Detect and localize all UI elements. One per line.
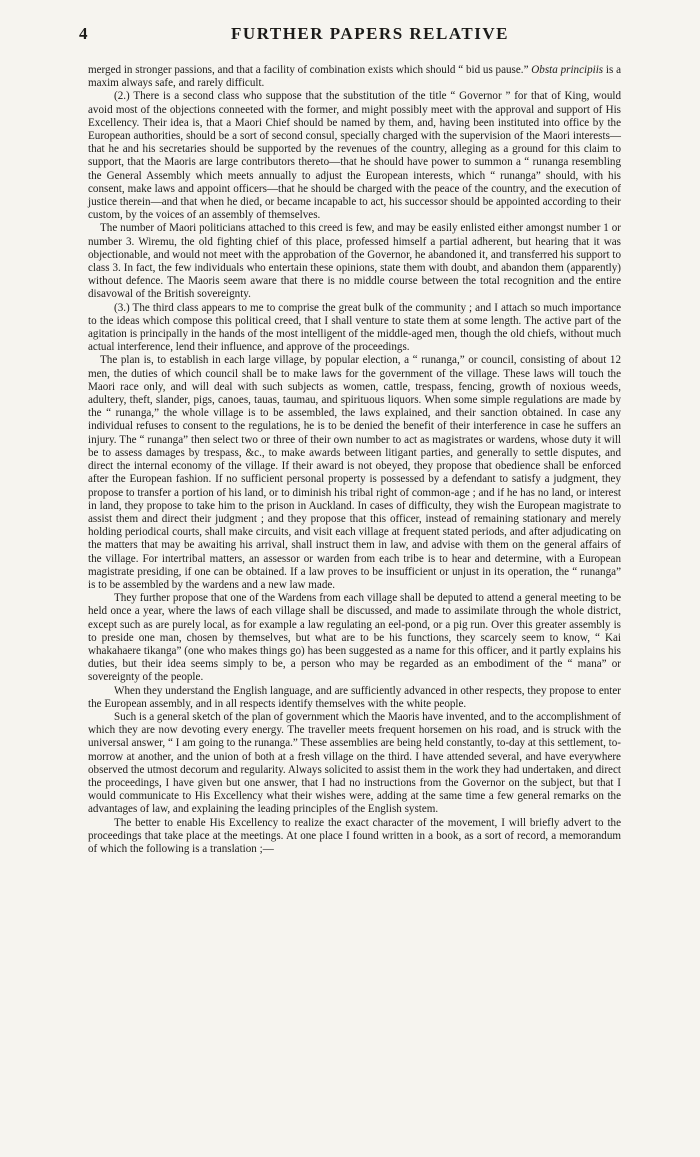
paragraph-runanga-plan: The plan is, to establish in each large village, by popular election, a “ runanga,” or council, consisting of about 12 men, the duties of which council shall be to make laws for the government of the village. These laws will touch the Maori race only, and will deal with such subjects as women, cattle, trespass, fencing, growth of noxious weeds, adultery, theft, slander, pigs, canoes, tauas, taumau, and spirituous liquors. When some simple regulations are made by the “ runanga,” the whole village is to be assembled, the laws explained, and their sanction obtained. In case any individual refuses to consent to the regulations, he is to be denied the benefit of their interference in case he suffers an injury. The “ runanga” then select two or three of their own number to act as magistrates or wardens, whose duty it will be to assess damages by trespass, &c., to make awards between litigant parties, and generally to settle disputes, and direct the internal economy of the village. If their award is not obeyed, they propose that obedience shall be enforced after the European fashion. If no sufficient personal property is possessed by a defendant to satisfy a judgment, they propose to transfer a portion of his land, or to diminish his tribal right of common-age ; and if he has no land, or interest in land, they propose to take him to the prison in Auckland. In cases of difficulty, they wish the European magistrate to assist them and direct their judgment ; and they propose that this officer, instead of remaining stationary and merely holding periodical courts, shall make circuits, and visit each village at frequent stated periods, and after adjudicating on the matters that may be awaiting his arrival, shall instruct them in law, and advise with them on the general affairs of the village. For intertribal matters, an assessor or warden from each tribe is to hear and determine, with a European magistrate presiding, if one can be obtained. If a law proves to be insufficient or unjust in its operation, the “ runanga” is to be assembled by the wardens and a new law made. xyxy=(88,354,621,591)
running-title: FURTHER PAPERS RELATIVE xyxy=(231,24,509,43)
paragraph-english-language: When they understand the English language, and are sufficiently advanced in other respects, they propose to enter the European assembly, and in all respects identify themselves with the white people. xyxy=(88,684,621,710)
paragraph-class-2-adherents: The number of Maori politicians attached to this creed is few, and may be easily enlisted either amongst number 1 or number 3. Wiremu, the old fighting chief of this place, professed himself a partial adherent, but hearing that it was objectionable, and would not meet with the approbation of the Governor, he abandoned it, and transferred his support to class 3. In fact, the few individuals who entertain these opinions, state them with doubt, and abandon them (apparently) without defence. The Maoris seem aware that there is no middle course between the total recognition and the entire disavowal of the British sovereignty. xyxy=(88,222,621,301)
paragraph-meetings: The better to enable His Excellency to realize the exact character of the movement, I will briefly advert to the proceedings that take place at the meetings. At one place I found written in a book, as a sort of record, a memorandum of which the following is a translation ;— xyxy=(88,816,621,855)
body-text xyxy=(88,64,621,856)
latin-phrase: Obsta principiis xyxy=(531,64,604,76)
page-number: 4 xyxy=(79,24,88,43)
paragraph-general-meeting: They further propose that one of the Wardens from each village shall be deputed to attend a general meeting to be held once a year, where the laws of each village shall be discussed, and made to assimilate through the whole district, except such as are purely local, as for example a law regulating an eel-pond, or a pig run. Over this greater assembly is to preside one man, chosen by themselves, but what are to be his functions, they scarcely seem to know, “ Kai whakahaere tikanga” (one who makes things go) has been suggested as a name for this officer, and it partly explains his duties, but their idea seems simply to be, a person who may be regarded as an embodiment of the “ mana” or sovereignty of the people. xyxy=(88,592,621,684)
paragraph-general-sketch: Such is a general sketch of the plan of government which the Maoris have invented, and to the accomplishment of which they are now devoting every energy. The traveller meets frequent horsemen on his road, and is struck with the universal answer, “ I am going to the runanga.” These assemblies are being held constantly, to-day at this settlement, to-morrow at another, and the union of both at a fresh village on the third. I have attended several, and have everywhere observed the utmost decorum and regularity. Always solicited to assist them in the work they had undertaken, and direct the proceedings, I have given but one answer, that I had no instructions from the Governor on the subject, but that I would communicate to His Excellency what their wishes were, adding at the same time a few general remarks on the advantages of law, and explaining the leading principles of the English system. xyxy=(88,710,621,816)
paragraph-text: merged in stronger passions, and that a facility of combination exists which should “ bid us pause.” xyxy=(88,64,532,76)
paragraph-text-tail: is a maxim always safe, and rarely difficult. xyxy=(88,64,622,90)
paragraph-class-2: (2.) There is a second class who suppose that the substitution of the title “ Governor ” for that of King, would avoid most of the objections conneeted with the former, and might possibly meet with the approval and support of His Excellency. Their idea is, that a Maori Chief should be named by them, and, having been instituted into office by the European authorities, should be a sort of second consul, specially charged with the supervision of the Maori interests—that he and his secretaries should be supported by the revenues of the country, alleging as a ground for this claim to support, that the Maoris are large contributors thereto—that he should have power to summon a “ runanga resembling the General Assembly which meets annually to adjust the European interests, which “ runanga” should, with his consent, make laws and appoint officers—that he should be charged with the peace of the country, and the execution of justice therein—and that when he died, or became incapable to act, his successor should be appointed according to their custom, by the voices of an assembly of themselves. xyxy=(88,90,621,222)
paragraph-class-3: (3.) The third class appears to me to comprise the great bulk of the community ; and I attach so much importance to the ideas which compose this political creed, that I shall venture to state them at some length. The active part of the agitation is principally in the hands of the most intelligent of the middle-aged men, though the old chiefs, without much actual interference, lend their influence, and approve of the proceedings. xyxy=(88,301,621,354)
paragraph-continuation xyxy=(88,64,621,90)
page-header xyxy=(0,0,700,43)
